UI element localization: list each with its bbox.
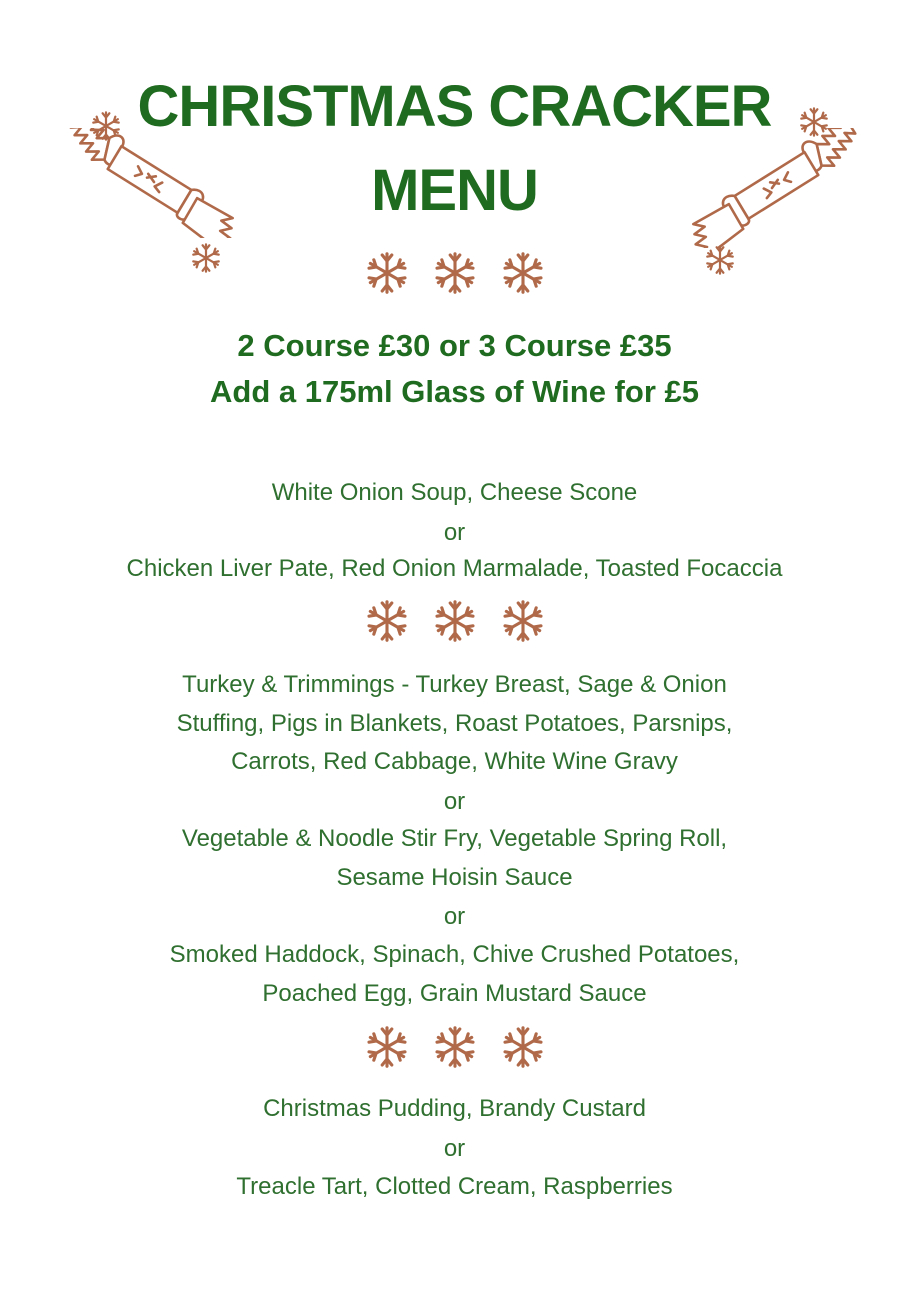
- snowflake-divider: [0, 1026, 909, 1068]
- wine-offer: Add a 175ml Glass of Wine for £5: [210, 374, 699, 409]
- starter-option-2: Chicken Liver Pate, Red Onion Marmalade, Toasted Focaccia: [126, 555, 783, 582]
- main-option-3-line-1: Smoked Haddock, Spinach, Chive Crushed Potatoes,: [169, 941, 740, 968]
- snowflake-divider: [0, 252, 909, 294]
- snowflake-icon: [366, 600, 408, 642]
- main-option-2-line-1: Vegetable & Noodle Stir Fry, Vegetable Spring Roll,: [181, 825, 728, 852]
- course-price: 2 Course £30 or 3 Course £35: [237, 328, 672, 363]
- main-option-2-line-2: Sesame Hoisin Sauce: [336, 864, 573, 891]
- main-option-3-line-2: Poached Egg, Grain Mustard Sauce: [262, 980, 647, 1007]
- dessert-option-2: Treacle Tart, Clotted Cream, Raspberries: [236, 1173, 673, 1200]
- or-separator: or: [443, 519, 466, 546]
- snowflake-icon: [434, 1026, 476, 1068]
- snowflake-divider: [0, 600, 909, 642]
- dessert-option-1: Christmas Pudding, Brandy Custard: [263, 1095, 646, 1122]
- or-separator: or: [443, 788, 466, 815]
- snowflake-icon: [502, 252, 544, 294]
- or-separator: or: [443, 903, 466, 930]
- snowflake-icon: [434, 252, 476, 294]
- main-option-1-line-1: Turkey & Trimmings - Turkey Breast, Sage & Onion: [182, 671, 727, 698]
- snowflake-icon: [366, 252, 408, 294]
- menu-title-line-1: CHRISTMAS CRACKER: [137, 74, 772, 139]
- snowflake-icon: [502, 1026, 544, 1068]
- starter-option-1: White Onion Soup, Cheese Scone: [271, 479, 638, 506]
- snowflake-icon: [366, 1026, 408, 1068]
- menu-title-line-2: MENU: [371, 158, 538, 223]
- main-option-1-line-3: Carrots, Red Cabbage, White Wine Gravy: [231, 748, 678, 775]
- main-option-1-line-2: Stuffing, Pigs in Blankets, Roast Potatoes, Parsnips,: [176, 710, 733, 737]
- or-separator: or: [443, 1135, 466, 1162]
- snowflake-icon: [434, 600, 476, 642]
- snowflake-icon: [502, 600, 544, 642]
